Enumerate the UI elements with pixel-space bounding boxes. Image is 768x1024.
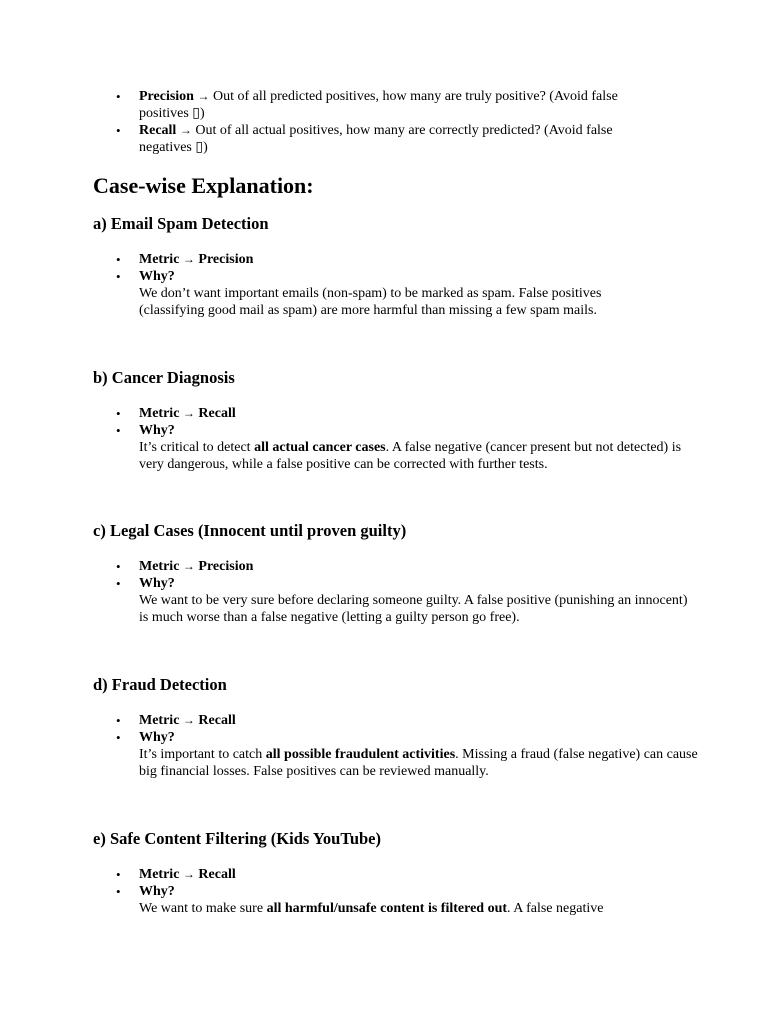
why-label: Why? xyxy=(139,730,175,745)
case-details-list xyxy=(116,866,699,917)
why-text xyxy=(139,439,699,473)
bullet-icon: • xyxy=(116,269,121,284)
definition-text: Out of all actual positives, how many are correctly predicted? (Avoid false xyxy=(195,123,613,138)
page-title: Case-wise Explanation: xyxy=(93,173,314,198)
right-arrow-icon: → xyxy=(182,713,195,727)
bullet-icon: • xyxy=(116,89,121,104)
why-text-line: It’s important to catch xyxy=(139,747,266,762)
list-item xyxy=(116,729,699,780)
bullet-icon: • xyxy=(116,123,121,138)
why-text xyxy=(139,746,699,780)
why-text-line: We want to be very sure before declaring someone guilty. A false positive (punishing an innocent) is much worse than a false negative (letting a guilty person go free). xyxy=(139,593,688,625)
list-item xyxy=(116,712,699,729)
list-item xyxy=(116,122,699,156)
case-details-list xyxy=(116,712,699,780)
definition-text: Out of all predicted positives, how many are truly positive? (Avoid false xyxy=(212,89,618,104)
list-item xyxy=(116,883,699,917)
metric-label: Metric xyxy=(139,867,180,882)
metric-label: Metric xyxy=(139,713,180,728)
why-label: Why? xyxy=(139,576,175,591)
right-arrow-icon: → xyxy=(182,559,195,573)
missing-glyph-icon: ▯ xyxy=(192,106,200,121)
case-details-list xyxy=(116,251,699,319)
bullet-icon: • xyxy=(116,713,121,728)
list-item xyxy=(116,268,699,319)
why-label: Why? xyxy=(139,269,175,284)
case-heading: d) Fraud Detection xyxy=(93,675,227,694)
right-arrow-icon: → xyxy=(182,252,195,266)
case-details-list xyxy=(116,558,699,626)
bullet-icon: • xyxy=(116,252,121,267)
right-arrow-icon: → xyxy=(179,123,192,137)
definition-close: ) xyxy=(203,140,208,155)
why-text-line: . A false negative xyxy=(507,901,604,916)
list-item xyxy=(116,422,699,473)
bullet-icon: • xyxy=(116,884,121,899)
why-text-line: . Missing a fraud (false negative) can cause big financial losses. False positives can be reviewed manually. xyxy=(139,747,698,779)
definition-close: ) xyxy=(200,106,205,121)
bullet-icon: • xyxy=(116,730,121,745)
why-text-bold: all possible fraudulent activities xyxy=(265,747,456,762)
why-text-line: We want to make sure xyxy=(139,901,267,916)
why-text-bold: all actual cancer cases xyxy=(254,440,386,455)
definition-text-cont: positives xyxy=(139,106,193,121)
metric-value: Recall xyxy=(198,867,236,882)
why-text-line: It’s critical to detect xyxy=(139,440,255,455)
definition-term: Recall xyxy=(139,123,177,138)
metric-label: Metric xyxy=(139,559,180,574)
why-text xyxy=(139,900,699,917)
missing-glyph-icon: ▯ xyxy=(195,140,204,155)
metric-value: Recall xyxy=(198,713,236,728)
why-label: Why? xyxy=(139,423,175,438)
list-item xyxy=(116,558,699,575)
metric-value: Precision xyxy=(198,252,254,267)
bullet-icon: • xyxy=(116,576,121,591)
why-text-line: . A false negative (cancer present but not detected) is very dangerous, while a false positive can be corrected with further tests. xyxy=(139,440,682,472)
why-text xyxy=(139,285,699,319)
bullet-icon: • xyxy=(116,423,121,438)
bullet-icon: • xyxy=(116,559,121,574)
right-arrow-icon: → xyxy=(197,89,210,103)
right-arrow-icon: → xyxy=(182,867,195,881)
case-details-list xyxy=(116,405,699,473)
list-item xyxy=(116,251,699,268)
why-text-line: (classifying good mail as spam) are more harmful than missing a few spam mails. xyxy=(139,303,598,318)
metric-label: Metric xyxy=(139,252,180,267)
why-text-line: We don’t want important emails (non-spam) to be marked as spam. False positives xyxy=(139,286,602,301)
right-arrow-icon: → xyxy=(182,406,195,420)
list-item xyxy=(116,405,699,422)
case-heading: e) Safe Content Filtering (Kids YouTube) xyxy=(93,829,381,848)
bullet-icon: • xyxy=(116,406,121,421)
metric-definitions-list xyxy=(116,88,699,156)
case-heading: a) Email Spam Detection xyxy=(93,214,269,233)
metric-value: Recall xyxy=(198,406,236,421)
metric-value: Precision xyxy=(198,559,254,574)
case-heading: c) Legal Cases (Innocent until proven guilty) xyxy=(93,521,407,540)
list-item xyxy=(116,575,699,626)
list-item xyxy=(116,866,699,883)
list-item xyxy=(116,88,699,122)
why-label: Why? xyxy=(139,884,175,899)
definition-text-cont: negatives xyxy=(139,140,196,155)
bullet-icon: • xyxy=(116,867,121,882)
metric-label: Metric xyxy=(139,406,180,421)
why-text-bold: all harmful/unsafe content is filtered out xyxy=(266,901,508,916)
case-heading: b) Cancer Diagnosis xyxy=(93,368,235,387)
why-text xyxy=(139,592,699,626)
definition-term: Precision xyxy=(139,89,194,104)
